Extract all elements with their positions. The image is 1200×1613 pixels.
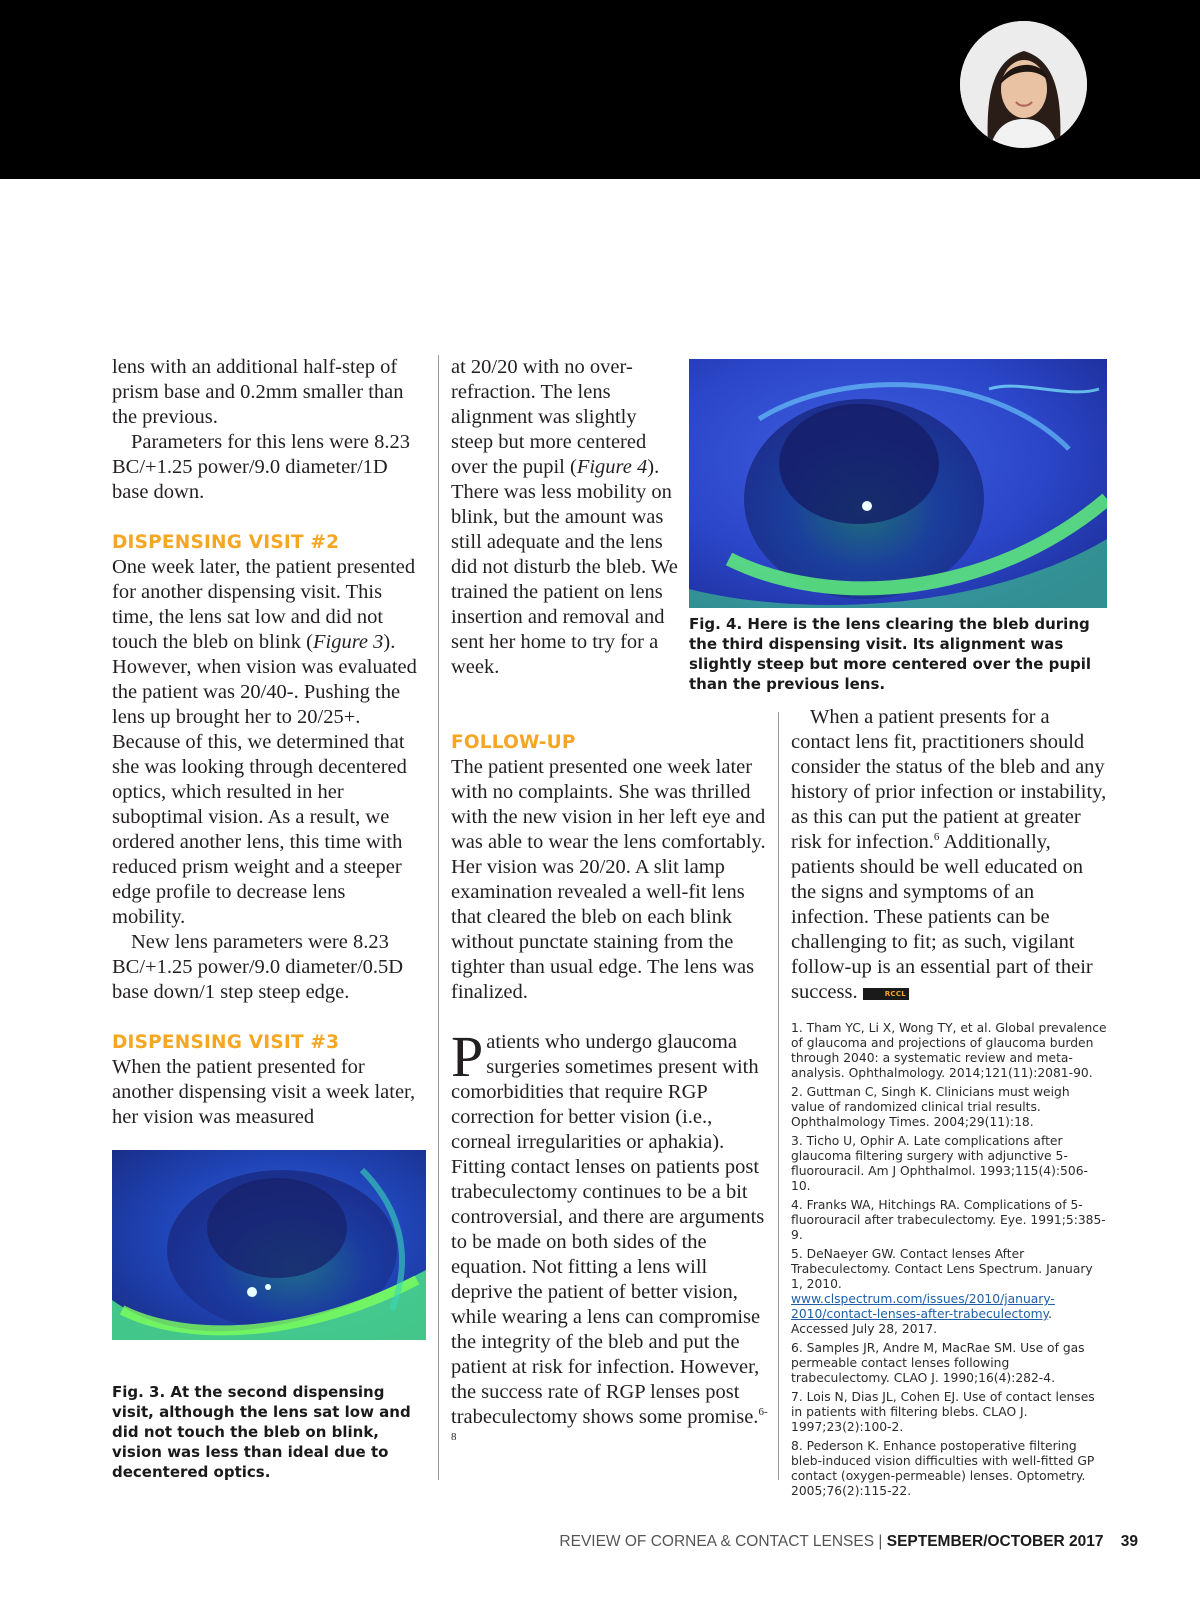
heading-dispensing-visit-2: DISPENSING VISIT #2	[112, 532, 340, 553]
author-portrait	[960, 21, 1087, 148]
col3-para1: When a patient presents for a contact lens fit, practitioners should consider the status of the bleb and any history of prior infection or instability, as this can put the patient at greater risk for infection.$^6$ Additionally, patients should be well educated on the signs and symptoms of an infection. These patients can be challenging to fit; as such, vigilant follow-up is an essential part of their success. RCCL	[791, 706, 1107, 1003]
reference-item: 3. Ticho U, Ophir A. Late complications after glaucoma filtering surgery with adjunctive 5-fluorouracil. Am J Ophthalmol. 1993;115(4):506-10.	[791, 1134, 1088, 1193]
rccl-end-mark: RCCL	[863, 988, 909, 1000]
figure-3-image	[112, 1150, 426, 1340]
figure-3-caption: Fig. 3. At the second dispensing visit, although the lens sat low and did not touch the bleb on blink, vision was less than ideal due to decentered optics.	[112, 1383, 411, 1481]
reference-item: 2. Guttman C, Singh K. Clinicians must weigh value of randomized clinical trial results. Ophthalmology Times. 2004;29(11):18.	[791, 1085, 1070, 1129]
col1-para2: Parameters for this lens were 8.23 BC/+1.25 power/9.0 diameter/1D base down.	[112, 431, 410, 503]
col2-para1: at 20/20 with no over-refraction. The lens alignment was slightly steep but more centered over the pupil (Figure 4). There was less mobility on blink, but the amount was still adequate and the lens did not disturb the bleb. We trained the patient on lens insertion and removal and sent her home to try for a week.	[451, 356, 678, 678]
heading-dispensing-visit-3: DISPENSING VISIT #3	[112, 1032, 340, 1053]
footer-journal: REVIEW OF CORNEA & CONTACT LENSES	[559, 1533, 875, 1550]
col2-para3: Patients who undergo glaucoma surgeries sometimes present with comorbidities that require RGP correction for better vision (i.e., corneal irregularities or aphakia). Fitting contact lenses on patients post trabeculectomy continues to be a bit controversial, and there are arguments to be made on both sides of the equation. Not fitting a lens will deprive the patient of better vision, while wearing a lens can compromise the integrity of the bleb and put the patient at risk for infection. However, the success rate of RGP lenses post trabeculectomy shows some promise.$^{6-8}$	[451, 1024, 768, 1444]
reference-link[interactable]: www.clspectrum.com/issues/2010/january-2010/contact-lenses-after-trabeculectomy	[791, 1292, 1055, 1321]
references-list	[791, 1021, 1107, 1503]
column-divider-1	[438, 355, 439, 1480]
reference-item: 5. DeNaeyer GW. Contact lenses After Trabeculectomy. Contact Lens Spectrum. January 1, 2010. www.clspectrum.com/issues/2010/january-2010/contact-lenses-after-trabeculectomy. Accessed July 28, 2017.	[791, 1247, 1093, 1336]
reference-item: 8. Pederson K. Enhance postoperative filtering bleb-induced vision difficulties with well-fitted GP contact (oxygen-permeable) lenses. Optometry. 2005;76(2):115-22.	[791, 1439, 1095, 1498]
author-portrait-image	[960, 21, 1087, 148]
footer-separator: |	[878, 1533, 883, 1550]
col1-para1: lens with an additional half-step of prism base and 0.2mm smaller than the previous.	[112, 356, 404, 428]
col1-para5: When the patient presented for another dispensing visit a week later, her vision was measured	[112, 1056, 416, 1128]
heading-follow-up: FOLLOW-UP	[451, 732, 576, 753]
col1-para3: One week later, the patient presented for another dispensing visit. This time, the lens sat low and did not touch the bleb on blink (Figure 3). However, when vision was evaluated the patient was 20/40-. Pushing the lens up brought her to 20/25+. Because of this, we determined that she was looking through decentered optics, which resulted in her suboptimal vision. As a result, we ordered another lens, this time with reduced prism weight and a steeper edge profile to decrease lens mobility.	[112, 556, 417, 928]
figure-4-caption: Fig. 4. Here is the lens clearing the bleb during the third dispensing visit. Its alignment was slightly steep but more centered over the pupil than the previous lens.	[689, 615, 1092, 693]
col2-para2: The patient presented one week later with no complaints. She was thrilled with the new vision in her left eye and was able to wear the lens comfortably. Her vision was 20/20. A slit lamp examination revealed a well-fit lens that cleared the bleb on each blink without punctate staining from the tighter than usual edge. The lens was finalized.	[451, 756, 766, 1003]
footer-issue: SEPTEMBER/OCTOBER 2017	[886, 1533, 1104, 1550]
figure-4-image	[689, 359, 1107, 608]
column-divider-2	[778, 712, 779, 1480]
reference-item: 4. Franks WA, Hitchings RA. Complications of 5-fluorouracil after trabeculectomy. Eye. 1991;5:385-9.	[791, 1198, 1106, 1242]
column-3	[791, 705, 1107, 1005]
reference-item: 7. Lois N, Dias JL, Cohen EJ. Use of contact lenses in patients with filtering blebs. CLAO J. 1997;23(2):100-2.	[791, 1390, 1095, 1434]
column-2-top	[451, 355, 681, 680]
col1-para4: New lens parameters were 8.23 BC/+1.25 power/9.0 diameter/0.5D base down/1 step steep edge.	[112, 931, 404, 1003]
column-1	[112, 355, 422, 1130]
page-footer	[559, 1533, 1138, 1551]
page-number: 39	[1120, 1533, 1138, 1550]
reference-item: 6. Samples JR, Andre M, MacRae SM. Use of gas permeable contact lenses following trabeculectomy. CLAO J. 1990;16(4):282-4.	[791, 1341, 1085, 1385]
drop-cap: P	[451, 1024, 484, 1089]
reference-item: 1. Tham YC, Li X, Wong TY, et al. Global prevalence of glaucoma and projections of glaucoma burden through 2040: a systematic review and meta-analysis. Ophthalmology. 2014;121(11):2081-90.	[791, 1021, 1107, 1080]
column-2-bottom	[451, 730, 769, 1455]
